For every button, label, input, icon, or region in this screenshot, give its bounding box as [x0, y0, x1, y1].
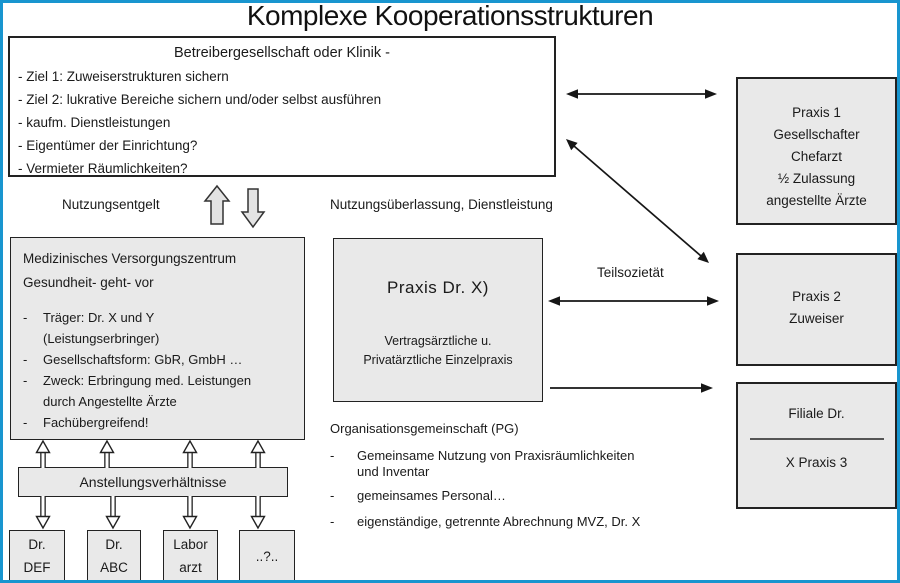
- betreiber-box: [8, 36, 556, 177]
- hollow-arrow-up-icon: [101, 441, 114, 468]
- org-bullet: - eigenständige, getrennte Abrechnung MVZ, Dr. X: [330, 513, 641, 529]
- praxis-dr-x-title: Praxis Dr. X): [387, 278, 489, 297]
- filiale-divider: [750, 438, 884, 440]
- praxis-dr-x-sub: Vertragsärztliche u.: [384, 334, 492, 348]
- org-bullet: und Inventar: [357, 463, 430, 479]
- betreiber-title: Betreibergesellschaft oder Klinik -: [174, 45, 390, 61]
- laborarzt-box: Labor arzt: [163, 530, 218, 582]
- hollow-arrow-down-icon: [37, 496, 50, 528]
- arrow-praxisx-filiale-icon: [550, 383, 713, 392]
- betreiber-line: - Ziel 1: Zuweiserstrukturen sichern: [18, 69, 229, 84]
- hollow-arrow-down-icon: [184, 496, 197, 528]
- org-bullet: - Gemeinsame Nutzung von Praxisräumlichkeiten: [330, 448, 635, 463]
- organisationsgemeinschaft-text: [330, 417, 690, 529]
- mvz-bullet: - Träger: Dr. X und Y: [23, 310, 155, 325]
- label-nutzungsueberlassung: Nutzungsüberlassung, Dienstleistung: [330, 197, 553, 212]
- mvz-bullet: durch Angestellte Ärzte: [43, 394, 177, 409]
- betreiber-line: - Vermieter Räumlichkeiten?: [18, 161, 188, 176]
- hollow-arrow-up-icon: [252, 441, 265, 468]
- filiale-box: [736, 382, 897, 509]
- betreiber-line: - Ziel 2: lukrative Bereiche sichern und/oder selbst ausführen: [18, 92, 382, 107]
- dr-abc-box: Dr. ABC: [87, 530, 141, 582]
- hollow-arrow-down-icon: [252, 496, 265, 528]
- praxis-dr-x-box: [333, 238, 543, 402]
- org-bullet: - gemeinsames Personal…: [330, 488, 506, 503]
- betreiber-line: - kaufm. Dienstleistungen: [18, 115, 171, 130]
- label-teilsozietaet: Teilsozietät: [597, 265, 664, 280]
- arrow-praxisx-praxis2-icon: [548, 296, 719, 305]
- anstellungsverhaeltnisse-box: Anstellungsverhältnisse: [18, 467, 288, 497]
- mvz-bullet-list: [23, 307, 298, 433]
- betreiber-line: - Eigentümer der Einrichtung?: [18, 138, 198, 153]
- praxis-dr-x-sub: Privatärztliche Einzelpraxis: [363, 353, 513, 367]
- praxis1-box: Praxis 1 Gesellschafter Chefarzt ½ Zulassung angestellte Ärzte: [736, 77, 897, 225]
- mvz-subtitle: Gesundheit- geht- vor: [23, 275, 154, 290]
- block-arrow-down-icon: [242, 189, 264, 227]
- dr-def-box: Dr. DEF: [9, 530, 65, 582]
- hollow-arrow-down-icon: [107, 496, 120, 528]
- arrow-betreiber-praxis1-icon: [566, 89, 717, 98]
- mvz-bullet: - Gesellschaftsform: GbR, GmbH …: [23, 352, 243, 367]
- block-arrow-up-icon: [205, 186, 229, 224]
- mvz-bullet: - Fachübergreifend!: [23, 415, 149, 430]
- mvz-title: Medizinisches Versorgungszentrum: [23, 251, 237, 266]
- hollow-arrow-up-icon: [184, 441, 197, 468]
- question-box: ..?..: [239, 530, 295, 582]
- hollow-arrow-up-icon: [37, 441, 50, 468]
- label-nutzungsentgelt: Nutzungsentgelt: [62, 197, 160, 212]
- org-heading: Organisationsgemeinschaft (PG): [330, 421, 519, 436]
- arrow-betreiber-praxis2-icon: [566, 139, 709, 263]
- praxis2-box: Praxis 2 Zuweiser: [736, 253, 897, 366]
- mvz-bullet: - Zweck: Erbringung med. Leistungen: [23, 373, 252, 388]
- filiale-bottom-label: X Praxis 3: [785, 455, 848, 470]
- mvz-bullet: (Leistungserbringer): [43, 331, 160, 346]
- page-title: Komplexe Kooperationsstrukturen: [246, 0, 654, 31]
- mvz-box: [10, 237, 305, 440]
- filiale-top-label: Filiale Dr.: [788, 406, 845, 421]
